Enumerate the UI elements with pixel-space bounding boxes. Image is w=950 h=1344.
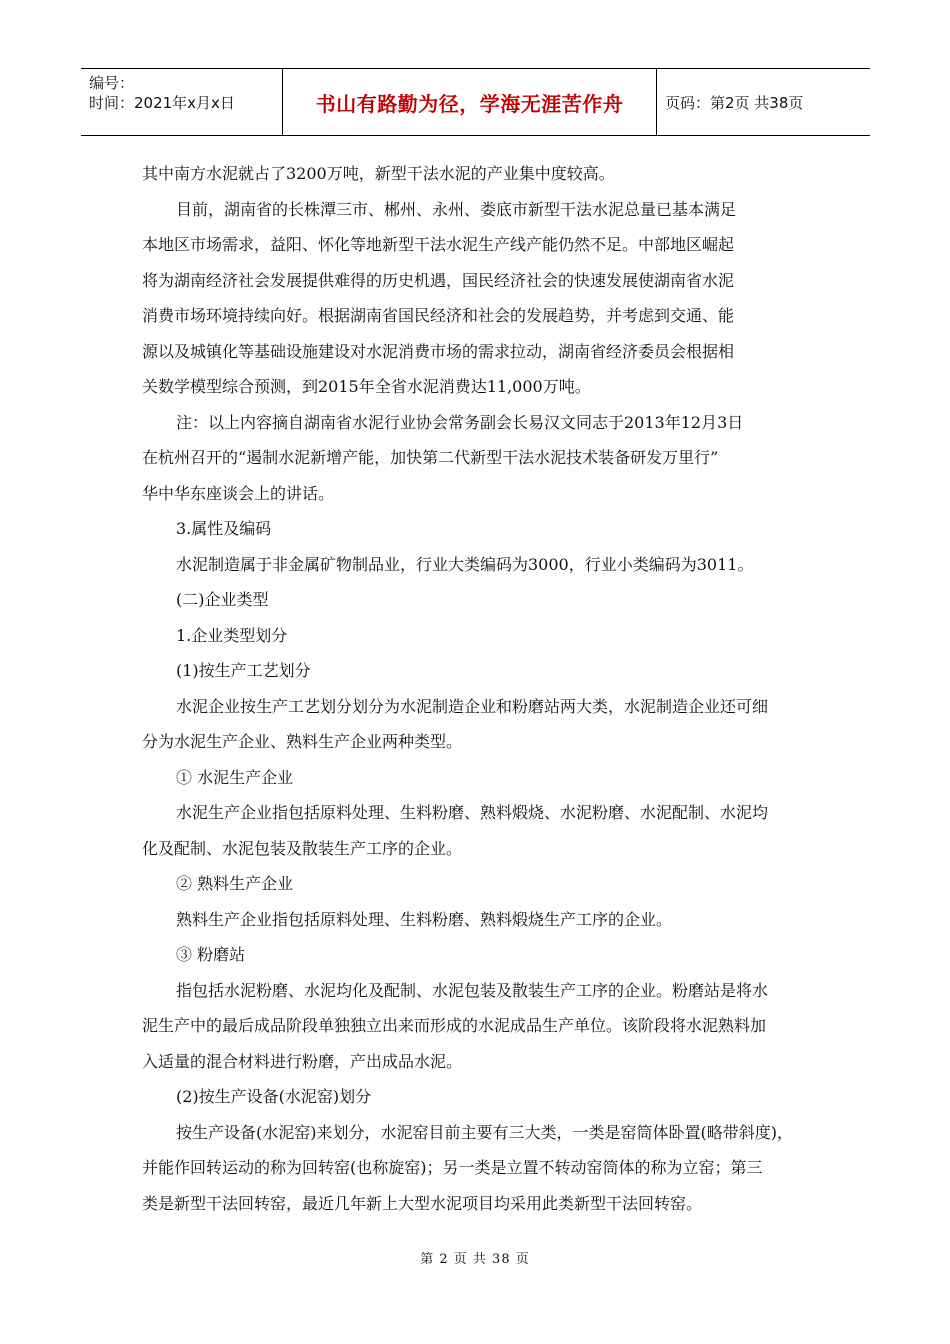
paragraph-line: ③ 粉磨站 [176,945,246,964]
paragraph-line: 指包括水泥粉磨、水泥均化及配制、水泥包装及散装生产工序的企业。粉磨站是将水 [176,980,769,1000]
paragraph-line: 分为水泥生产企业、熟料生产企业两种类型。 [142,732,463,751]
paragraph-line: 类是新型干法回转窑，最近几年新上大型水泥项目均采用此类新型干法回转窑。 [142,1193,703,1213]
paragraph-line: 熟料生产企业指包括原料处理、生料粉磨、熟料煅烧生产工序的企业。 [176,909,673,929]
header-meta [81,69,282,135]
paragraph-line: 水泥生产企业指包括原料处理、生料粉磨、熟料煅烧、水泥粉磨、水泥配制、水泥均 [176,803,769,822]
paragraph-line: 水泥制造属于非金属矿物制品业，行业大类编码为3000，行业小类编码为3011。 [176,554,754,574]
paragraph-line: (二)企业类型 [176,590,269,609]
paragraph-line: 注：以上内容摘自湖南省水泥行业协会常务副会长易汉文同志于2013年12月3日 [176,412,744,432]
paragraph-line: 华中华东座谈会上的讲话。 [142,483,335,503]
paragraph-line: 将为湖南经济社会发展提供难得的历史机遇，国民经济社会的快速发展使湖南省水泥 [142,270,735,290]
paragraph-line: (1)按生产工艺划分 [176,661,311,680]
header-page-info-cell [657,69,870,135]
header-page-info: 页码：第2页 共38页 [665,93,804,112]
paragraph-line: 入适量的混合材料进行粉磨，产出成品水泥。 [142,1051,463,1071]
paragraph-line: 水泥企业按生产工艺划分划分为水泥制造企业和粉磨站两大类，水泥制造企业还可细 [176,696,769,716]
paragraph-line: 目前，湖南省的长株潭三市、郴州、永州、娄底市新型干法水泥总量已基本满足 [176,199,737,219]
paragraph-line: 泥生产中的最后成品阶段单独独立出来而形成的水泥成品生产单位。该阶段将水泥熟料加 [142,1016,767,1035]
paragraph-line: 1.企业类型划分 [176,625,288,645]
paragraph-line: ② 熟料生产企业 [176,874,294,893]
document-time-label: 时间：2021年x月x日 [89,94,235,112]
paragraph-line: 按生产设备(水泥窑)来划分，水泥窑目前主要有三大类，一类是窑筒体卧置(略带斜度)， [176,1122,793,1142]
document-body [142,156,812,1221]
paragraph-line: 本地区市场需求，益阳、怀化等地新型干法水泥生产线产能仍然不足。中部地区崛起 [142,235,735,254]
paragraph-line: 并能作回转运动的称为回转窑(也称旋窑)；另一类是立置不转动窑筒体的称为立窑；第三 [142,1158,763,1177]
page-footer: 第 2 页 共 38 页 [420,1252,530,1267]
document-number-label: 编号： [89,74,135,92]
paragraph-line: 在杭州召开的“遏制水泥新增产能，加快第二代新型干法水泥技术装备研发万里行” [142,448,719,467]
paragraph-line: 其中南方水泥就占了3200万吨，新型干法水泥的产业集中度较高。 [142,164,615,183]
paragraph-line: 化及配制、水泥包装及散装生产工序的企业。 [142,838,463,858]
paragraph-line: 消费市场环境持续向好。根据湖南省国民经济和社会的发展趋势，并考虑到交通、能 [142,306,735,325]
page-header [81,68,870,136]
paragraph-line: 源以及城镇化等基础设施建设对水泥消费市场的需求拉动，湖南省经济委员会根据相 [142,341,735,361]
header-motto: 书山有路勤为径，学海无涯苦作舟 [315,91,624,116]
paragraph-line: (2)按生产设备(水泥窑)划分 [176,1087,372,1106]
header-motto-cell [282,69,657,135]
paragraph-line: 3.属性及编码 [176,519,272,538]
paragraph-line: ① 水泥生产企业 [176,767,294,787]
paragraph-line: 关数学模型综合预测，到2015年全省水泥消费达11,000万吨。 [142,377,591,396]
